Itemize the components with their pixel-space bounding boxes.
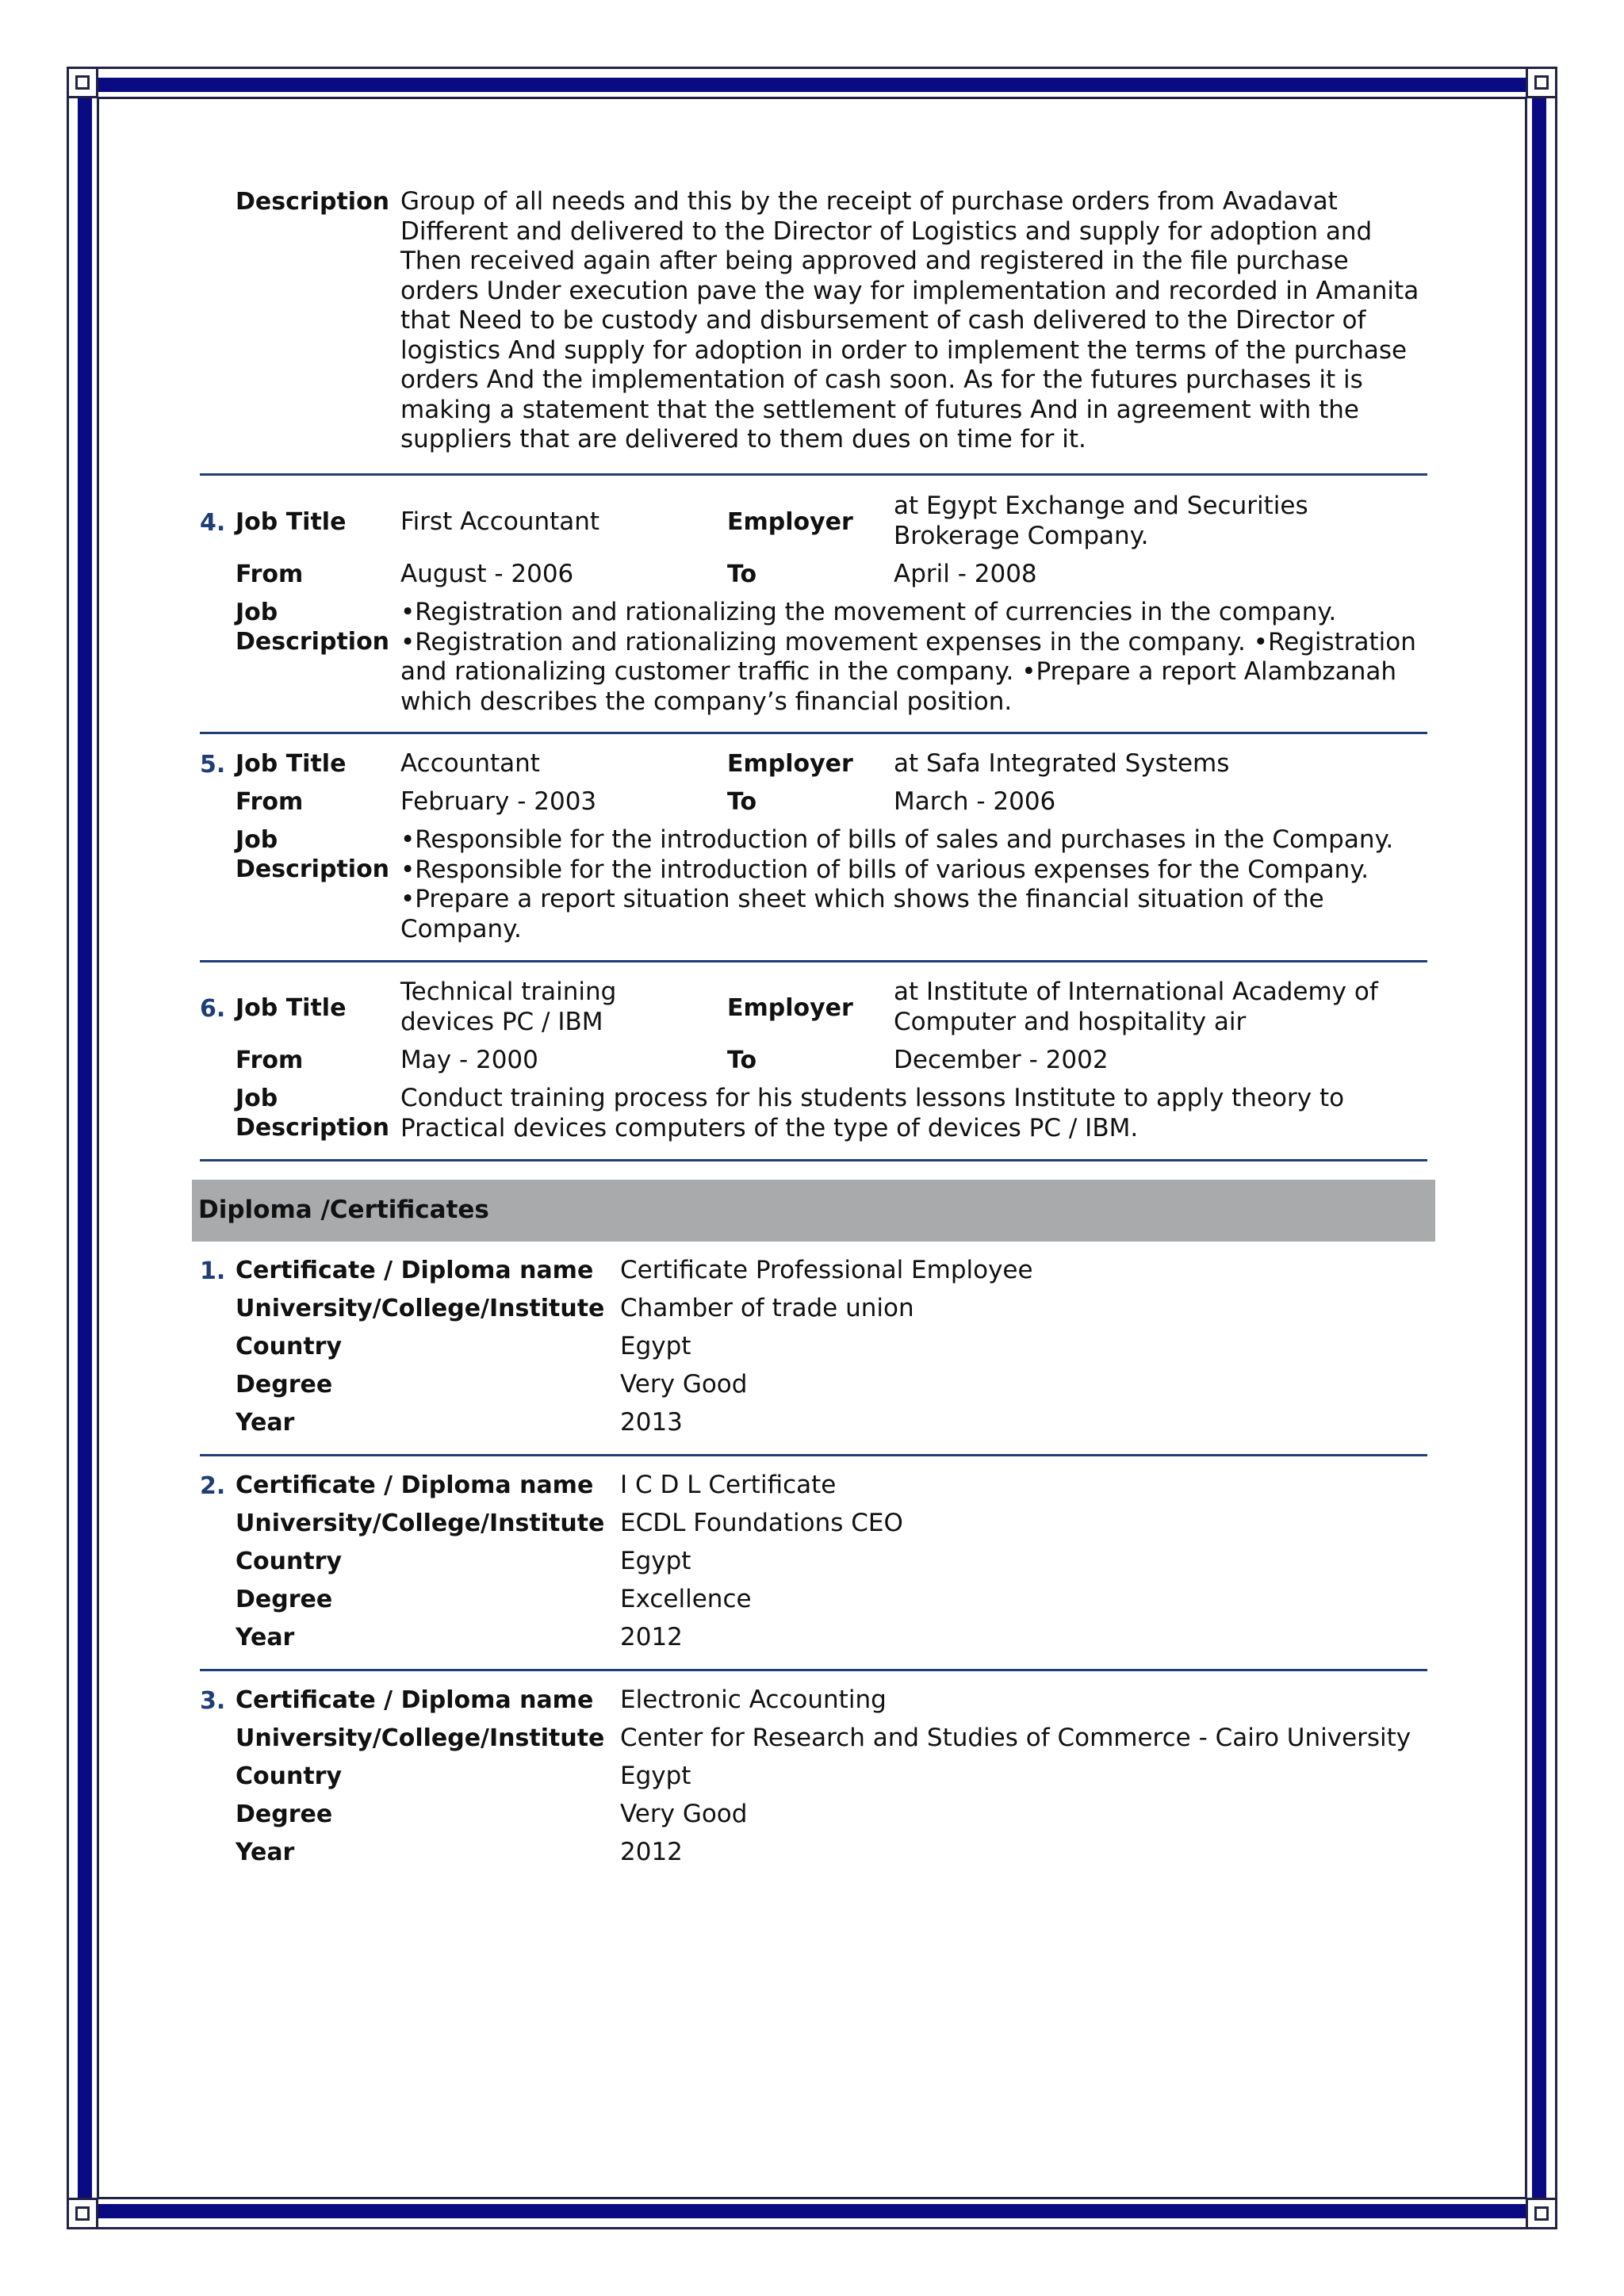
- job-title-value: Accountant: [400, 749, 540, 778]
- from-label: From: [236, 561, 304, 588]
- border-corner-ornament: [67, 2198, 98, 2229]
- job-description-value: Conduct training process for his students lessons Institute to apply theory to Practical devices computers of the type of devices PC / IBM.: [400, 1084, 1345, 1142]
- year-value: 2012: [620, 1623, 683, 1651]
- description-text: Group of all needs and this by the receipt of purchase orders from Avadavat Different and delivered to the Director of Logistics and supply for adoption and Then received again after being approved and registered in the file purchase orders Under execution pave the way for implementation and recorded in Amanita that Need to be custody and disbursement of cash delivered to the Director of logistics And supply for adoption in order to implement the terms of the purchase orders And the implementation of cash soon. As for the futures purchases it is making a statement that the settlement of futures And in agreement with the suppliers that are delivered to them dues on time for it.: [400, 187, 1419, 453]
- employer-value: at Safa Integrated Systems: [894, 749, 1230, 778]
- country-label: Country: [236, 1333, 343, 1360]
- job-title-value: First Accountant: [400, 507, 600, 536]
- section-divider: [200, 960, 1427, 962]
- degree-label: Degree: [236, 1586, 333, 1613]
- certificate-name-label: Certificate / Diploma name: [236, 1257, 594, 1284]
- job-title-label: Job Title: [236, 508, 347, 536]
- section-divider: [200, 1454, 1427, 1456]
- job-description-value: •Responsible for the introduction of bills of sales and purchases in the Company. •Responsible for the introduction of bills of various expenses for the Company. •Prepare a report situation sheet which shows the financial situation of the Company.: [400, 825, 1394, 943]
- job-number: 6.: [200, 995, 226, 1023]
- employer-value: at Institute of International Academy of Computer and hospitality air: [894, 978, 1378, 1036]
- from-label: From: [236, 1047, 304, 1074]
- institute-value: ECDL Foundations CEO: [620, 1509, 903, 1537]
- year-label: Year: [236, 1839, 295, 1866]
- job-number: 5.: [200, 751, 226, 779]
- from-value: February - 2003: [400, 787, 597, 816]
- job-title-label: Job Title: [236, 994, 347, 1022]
- employer-label: Employer: [727, 750, 853, 778]
- description-label: Description: [236, 188, 390, 216]
- country-value: Egypt: [620, 1762, 691, 1790]
- section-divider: [200, 473, 1427, 476]
- job-description-label: Job Description: [236, 1085, 390, 1142]
- from-value: August - 2006: [400, 560, 574, 588]
- degree-label: Degree: [236, 1371, 333, 1399]
- certificate-name-label: Certificate / Diploma name: [236, 1471, 594, 1499]
- from-label: From: [236, 788, 304, 816]
- job-title-value: Technical training devices PC / IBM: [400, 978, 617, 1036]
- country-label: Country: [236, 1548, 343, 1575]
- certificate-number: 3.: [200, 1687, 226, 1715]
- to-value: March - 2006: [894, 787, 1056, 816]
- border-corner-ornament: [1526, 2198, 1557, 2229]
- employer-value: at Egypt Exchange and Securities Brokerage Company.: [894, 492, 1308, 550]
- certificates-section-title: Diploma /Certificates: [198, 1196, 489, 1224]
- certificate-name-value: Electronic Accounting: [620, 1686, 887, 1714]
- certificate-name-label: Certificate / Diploma name: [236, 1686, 594, 1714]
- certificate-number: 2.: [200, 1472, 226, 1500]
- employer-label: Employer: [727, 508, 853, 536]
- section-divider: [200, 1669, 1427, 1671]
- job-number: 4.: [200, 509, 226, 537]
- section-divider: [200, 732, 1427, 734]
- job-description-label: Job Description: [236, 599, 390, 656]
- year-label: Year: [236, 1409, 295, 1437]
- institute-value: Center for Research and Studies of Commerce - Cairo University: [620, 1724, 1411, 1752]
- to-label: To: [727, 1047, 757, 1074]
- institute-value: Chamber of trade union: [620, 1294, 914, 1322]
- year-value: 2013: [620, 1408, 683, 1437]
- degree-value: Very Good: [620, 1800, 748, 1828]
- year-value: 2012: [620, 1838, 683, 1866]
- to-label: To: [727, 788, 757, 816]
- section-divider: [200, 1159, 1427, 1161]
- border-corner-ornament: [1526, 67, 1557, 98]
- certificates-section-header: [192, 1180, 1435, 1242]
- degree-value: Very Good: [620, 1370, 748, 1399]
- institute-label: University/College/Institute: [236, 1510, 605, 1537]
- certificate-name-value: Certificate Professional Employee: [620, 1256, 1033, 1284]
- to-label: To: [727, 561, 757, 588]
- job-description-label: Job Description: [236, 826, 390, 883]
- to-value: April - 2008: [894, 560, 1037, 588]
- country-label: Country: [236, 1762, 343, 1790]
- institute-label: University/College/Institute: [236, 1724, 605, 1752]
- country-value: Egypt: [620, 1547, 691, 1575]
- job-description-value: •Registration and rationalizing the movement of currencies in the company. •Registration and rationalizing movement expenses in the company. •Registration and rationalizing customer traffic in the company. •Prepare a report Alambzanah which describes the company’s financial position.: [400, 598, 1416, 716]
- country-value: Egypt: [620, 1332, 691, 1360]
- from-value: May - 2000: [400, 1046, 538, 1074]
- to-value: December - 2002: [894, 1046, 1109, 1074]
- employer-label: Employer: [727, 994, 853, 1022]
- certificate-number: 1.: [200, 1257, 226, 1285]
- border-corner-ornament: [67, 67, 98, 98]
- degree-label: Degree: [236, 1800, 333, 1828]
- institute-label: University/College/Institute: [236, 1295, 605, 1322]
- job-title-label: Job Title: [236, 750, 347, 778]
- certificate-name-value: I C D L Certificate: [620, 1471, 837, 1499]
- year-label: Year: [236, 1624, 295, 1651]
- degree-value: Excellence: [620, 1585, 752, 1613]
